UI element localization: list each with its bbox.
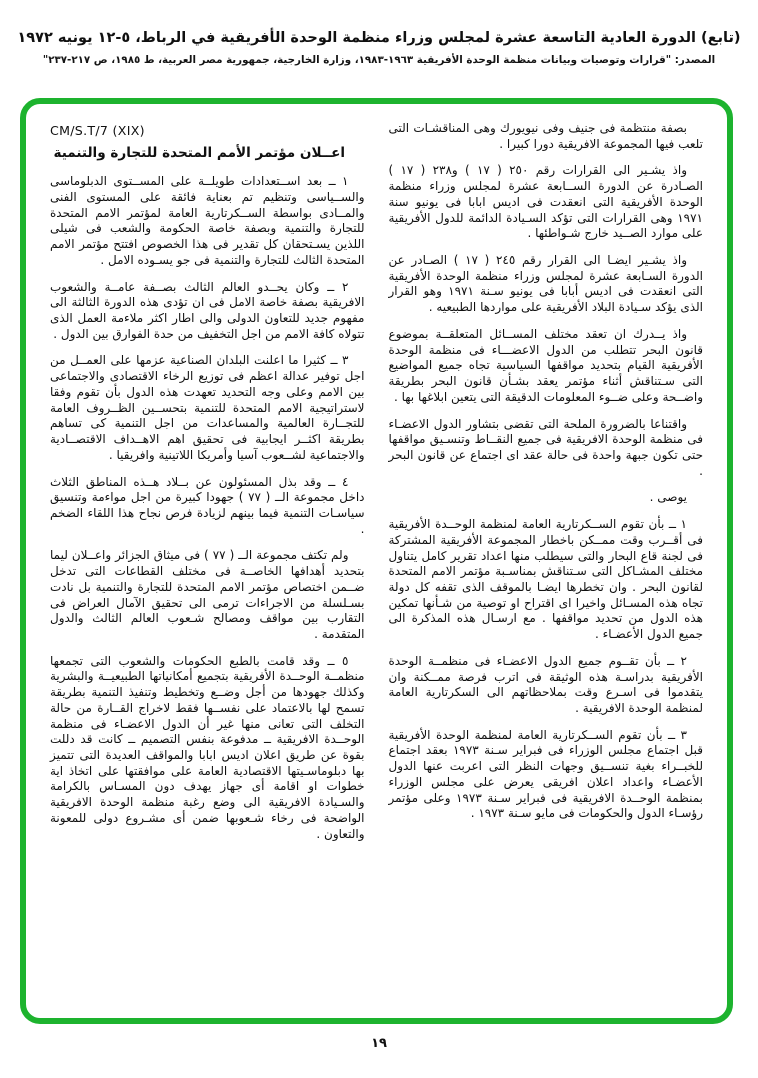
paragraph: ولم تكتف مجموعة الــ ( ٧٧ ) فى ميثاق الجزائر واعــلان ليما بتحديد أهدافها الخاصــة فى مختلف القطاعات التى تدخل ضــمن اختصاص مؤتمر الامم المتحدة للتجارة والتنمية بل نادت بسـلسلة من الاجراءات ترمى الى تحقيق الآمال العراض فى التقارب بين مواقف ومصالح شـعوب العالم الثالث والدول المتقدمة .	[50, 548, 365, 641]
paragraph: ٤ ــ وقد بذل المسئولون عن بــلاد هــذه المناطق الثلاث داخل مجموعة الــ ( ٧٧ ) جهودا كبيرة من اجل مواءمة وتنسيق سياسـات التنمية فيما بينهم لزيادة فرص نجاح هذا اللقاء الضخم .	[50, 474, 365, 536]
paragraph: ٣ ــ كثيرا ما اعلنت البلدان الصناعية عزمها على العمــل من اجل توفير عدالة اعظم فى توزيع الرخاء الاقتصادى والاجتماعى بين الامم وعلى وجه التحديد تعهدت هذه الدول بأن تقوم وفقا لاستراتيجية الامم المتحدة للتنمية بتحســين الظــروف العامة للتجــارة العالمية والمساعدات من اجل التنمية كى تساهم بطريقة اكثــر ايجابية فى تحقيق اهم الاهــداف الاقتصــادية والاجتماعية لشــعوب آسيا وأمريكا اللاتينية وافريقيا .	[50, 353, 365, 462]
paragraph: واقتناعا بالضرورة الملحة التى تقضى بتشاور الدول الاعضـاء فى منظمة الوحدة الافريقية فى جميع النقــاط وتنسـيق مواقفها حتى تكون جبهة واحدة فى حالة عقد اى اجتماع عن قانون البحر .	[388, 416, 703, 478]
paragraph: واذ يشـير الى القرارات رقم ٢٥٠ ( ١٧ ) و٢٣٨ ( ١٧ ) الصـادرة عن الدورة الســابعة عشرة لمجلس وزراء منظمة الوحدة الأفريقية التى انعقدت فى اديس ابابا فى يونيو سنة ١٩٧١ وهى القرارات التى تؤكد السـيادة الدائمة للدول الأفريقية على موارد الصــيد خارج شـواطئها .	[388, 163, 703, 241]
column-right-continuation	[389, 121, 704, 1010]
text-columns	[50, 121, 703, 1010]
paragraph: بصفة منتظمة فى جنيف وفى نيويورك وهى المناقشـات التى تلعب فيها المجموعة الافريقية دورا كبيرا .	[388, 121, 703, 151]
paragraph: ٢ ــ وكان يحــدو العالم الثالث بصــفة عامــة والشعوب الافريقية بصفة خاصة الامل فى ان تؤدى هذه الدورة الثالثة الى مفهوم جديد للتعاون الدولى والى اطار اكثر ملاءمة العمل الذى تتولاه كافة الامم من اجل التخفيف من حدة الفوارق بين الدول .	[50, 279, 365, 341]
source-citation: المصدر: "قرارات وتوصيات وبيانات منظمة الوحدة الأفريقية ١٩٦٣-١٩٨٣، وزارة الخارجية، جمهورية مصر العربية، ط ١٩٨٥، ص ٢١٧-٢٣٧"	[42, 54, 716, 66]
paragraph: ١ ــ بعد اســتعدادات طويلــة على المســتوى الدبلوماسى والســياسى وتنظيم تم بعناية فائقة على المستوى الفنى والمــادى بواسطة الســكرتارية العامة لمؤتمر الامم المتحدة للتجارة والتنمية وبصفة خاصة الحكومة والشعب فى شيلى اللذين يسـتحقان كل تقدير فى هذا الخصوص افتتح مؤتمر الامم المتحدة الثالث للتجارة والتنمية فى جو يسـوده الامل .	[50, 174, 365, 267]
recommendation-item: ١ ــ بأن تقوم الســكرتارية العامة لمنظمة الوحــدة الأفريقية فى أقــرب وقت ممــكن باخطار المجموعة الأفريقية المشتركة فى لجنة قاع البحار والتى سيطلب منها اعداد تقرير كامل يتناول مختلف المشـاكل التى سـتناقش بمناسـبة مؤتمر الامم المتحدة لقانون البحر . وان تخطرها ايضـا بالموقف الذى تقفه كل دولة تجاه هذه المسـائل واخيرا اى اقتراح او توصية من شـأنها تمكين هذه الدول من تحديد مواقفها . مع ارسـال هذه المذكرة الى جميع الدول الأعضـاء .	[388, 517, 703, 642]
paragraph: واذ يــدرك ان تعقد مختلف المســائل المتعلقــة بموضوع قانون البحر تتطلب من الدول الاعضـــاء فى منظمة الوحدة الأفريقية القيام بتحديد مواقفها السياسية تجاه جميع المواضيع التى سـتناقش أثناء مؤتمر يعقد بشـأن قانون البحر بطريقة واضــحة وعلى ضــوء المعلومات الدقيقة التى يتعين ابلاغها بها .	[388, 326, 703, 404]
paragraph: ٥ ــ وقد قامت بالطبع الحكومات والشعوب التى تجمعها منظمــة الوحــدة الأفريقية بتجميع أمكانياتها الطبيعيــة والبشرية وكذلك جهودها من أجل وضــع وتخطيط وتنفيذ التنمية بطريقة تسمح لها بالاعتماد على نفســها فقط لاخراج القــارة من حالة التخلف التى تعانى منها غير أن الدول الاعضـاء فى منظمة الوحــدة الافريقية ــ مدفوعة بنفس التصميم ــ كانت قد دللت بقوة عن طريق اعلان اديس ابابا والمواقف العديدة التى تتميز بها دبلوماسـيتها الاقتصادية العامة على موافقتها على اتخاذ اية خطوات او اقامة أى جهاز يهدف دون المسـاس بالكرامة والسـيادة الافريقية الى وضع رغبة منظمة الوحدة الافريقية الواضحة فى رخاء شـعوبها ضمن أى مشـروع دولى للمعونة والتعاون .	[50, 653, 365, 841]
declaration-title: اعــلان مؤتمر الأمم المتحدة للتجارة والتنمية	[53, 145, 346, 162]
document-ref: CM/S.T/7 (XIX)	[50, 123, 145, 138]
page-number: ١٩	[371, 1036, 387, 1051]
document-frame	[20, 98, 733, 1024]
column-left-declaration	[50, 121, 365, 1010]
recommendation-item: ٣ ــ بأن تقوم الســكرتارية العامة لمنظمة الوحدة الأفريقية قبل اجتماع مجلس الوزراء فى فبراير سـنة ١٩٧٣ بعقد اجتماع للخبــراء بغية تنســيق وجهات النظر التى اعربت عنها الدول الأعضـاء واعداد اعلان افريقى يعرض على مجلس الوزراء بمنظمة الوحــدة الافريقية فى فبراير سـنة ١٩٧٣ وعلى مؤتمر رؤسـاء الدول والحكومات فى مايو سـنة ١٩٧٣ .	[388, 727, 703, 821]
session-title: (تابع) الدورة العادية التاسعة عشرة لمجلس وزراء منظمة الوحدة الأفريقية في الرباط، ٥-١٢ يونيه ١٩٧٢	[17, 30, 741, 46]
recommendation-lead: يوصى .	[649, 490, 687, 505]
page-header	[0, 30, 758, 66]
paragraph: واذ يشـير ايضـا الى القرار رقم ٢٤٥ ( ١٧ ) الصـادر عن الدورة السـابعة عشرة لمجلس وزراء منظمة الوحدة الأفريقية التى انعقدت فى اديس أبابا فى يونيو سـنة ١٩٧١ وهو القرار الذى يؤكد سـيادة البلاد الأفريقية على مواردها الطبيعيه .	[388, 253, 704, 315]
recommendation-item: ٢ ــ بأن تقــوم جميع الدول الاعضـاء فى منظمــة الوحدة الأفريقية بدراسـة هذه الوثيقة فى اترب فرصة ممــكنة وان يتقدموا فى اسـرع وقت بملاحظاتهم الى السكرتارية العامة لمنظمة الوحدة الافريقية .	[388, 653, 703, 715]
